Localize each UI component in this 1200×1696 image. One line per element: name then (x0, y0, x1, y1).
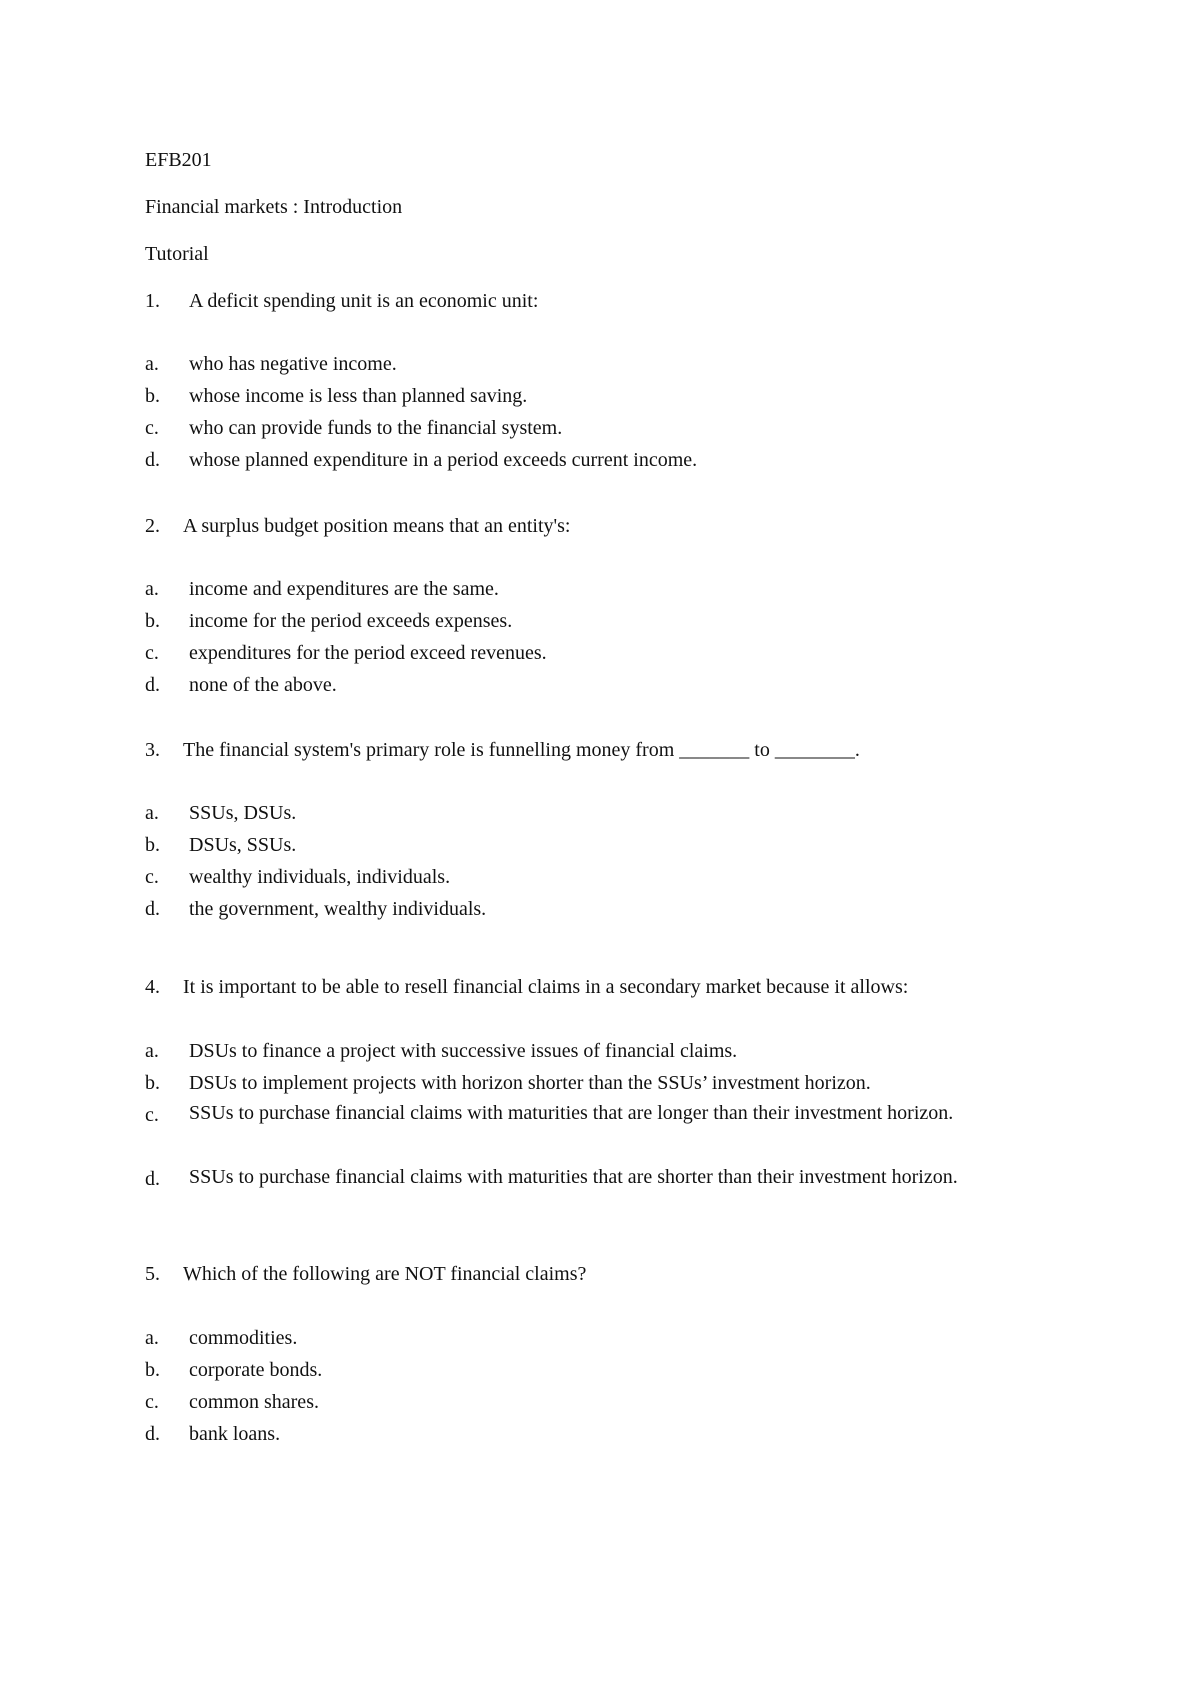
document-type: Tutorial (145, 243, 209, 265)
option-text: DSUs to finance a project with successive issues of financial claims. (189, 1040, 738, 1062)
option-letter: a. (145, 1327, 159, 1349)
question-number: 5. (145, 1263, 160, 1285)
option-text: bank loans. (189, 1423, 281, 1445)
option-text: none of the above. (189, 674, 337, 696)
option-text: SSUs to purchase financial claims with maturities that are longer than their investment horizon. (189, 1102, 954, 1124)
option-text: common shares. (189, 1391, 319, 1413)
option-letter: a. (145, 353, 159, 375)
option-text: income and expenditures are the same. (189, 578, 499, 600)
course-code: EFB201 (145, 149, 212, 171)
option-text: who can provide funds to the financial system. (189, 417, 563, 439)
option-text: the government, wealthy individuals. (189, 898, 487, 920)
option-letter: c. (145, 1104, 159, 1126)
option-text: whose income is less than planned saving. (189, 385, 528, 407)
option-letter: c. (145, 417, 159, 439)
option-text: SSUs to purchase financial claims with maturities that are shorter than their investment horizon. (189, 1166, 958, 1188)
option-letter: b. (145, 1359, 160, 1381)
option-text: corporate bonds. (189, 1359, 323, 1381)
option-text: wealthy individuals, individuals. (189, 866, 451, 888)
option-letter: b. (145, 834, 160, 856)
option-letter: d. (145, 674, 160, 696)
option-text: income for the period exceeds expenses. (189, 610, 513, 632)
option-letter: c. (145, 866, 159, 888)
question-number: 3. (145, 739, 160, 761)
option-letter: b. (145, 1072, 160, 1094)
option-text: commodities. (189, 1327, 298, 1349)
question-number: 4. (145, 976, 160, 998)
option-text: whose planned expenditure in a period exceeds current income. (189, 449, 698, 471)
question-number: 2. (145, 515, 160, 537)
option-text: who has negative income. (189, 353, 397, 375)
question-text: A surplus budget position means that an entity's: (183, 515, 571, 537)
question-text: The financial system's primary role is funnelling money from _______ to ________. (183, 739, 860, 761)
option-letter: c. (145, 642, 159, 664)
question-number: 1. (145, 290, 160, 312)
option-letter: a. (145, 1040, 159, 1062)
option-letter: d. (145, 898, 160, 920)
option-letter: d. (145, 1168, 160, 1190)
option-text: DSUs to implement projects with horizon shorter than the SSUs’ investment horizon. (189, 1072, 871, 1094)
document-topic: Financial markets : Introduction (145, 196, 403, 218)
option-letter: a. (145, 802, 159, 824)
option-letter: b. (145, 385, 160, 407)
question-text: Which of the following are NOT financial claims? (183, 1263, 587, 1285)
question-text: A deficit spending unit is an economic unit: (189, 290, 539, 312)
option-text: DSUs, SSUs. (189, 834, 297, 856)
option-letter: b. (145, 610, 160, 632)
option-letter: d. (145, 1423, 160, 1445)
option-text: SSUs, DSUs. (189, 802, 297, 824)
option-letter: c. (145, 1391, 159, 1413)
question-text: It is important to be able to resell financial claims in a secondary market because it allows: (183, 976, 909, 998)
option-letter: d. (145, 449, 160, 471)
option-letter: a. (145, 578, 159, 600)
option-text: expenditures for the period exceed revenues. (189, 642, 547, 664)
